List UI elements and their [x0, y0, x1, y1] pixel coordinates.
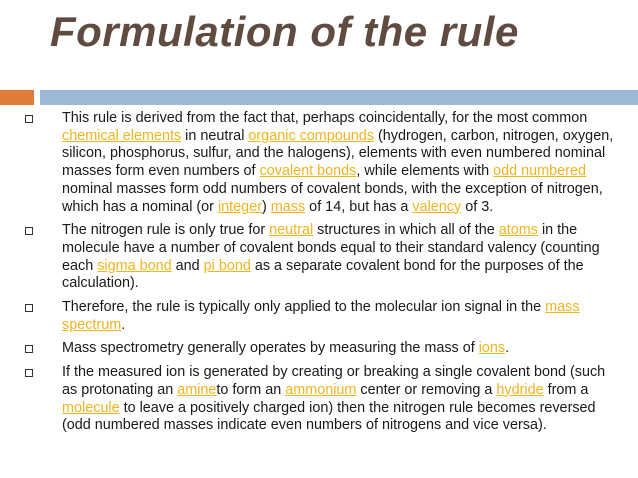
bullet-text: in neutral — [181, 127, 249, 144]
slide-title: Formulation of the rule — [50, 8, 519, 55]
link-molecule[interactable]: molecule — [62, 399, 120, 416]
link-organic-compounds[interactable]: organic compounds — [248, 127, 374, 144]
bullet-text: and — [171, 257, 204, 274]
bullet-text: to leave a positively charged ion) then the nitrogen rule becomes reversed (odd numbered masses indicate even numbers of nitrogens and vice versa). — [62, 399, 596, 434]
bullet-text: Mass spectrometry generally operates by measuring the mass of — [62, 340, 479, 357]
bullet-text: to form an — [216, 381, 286, 398]
bullet-text: as a separate covalent bond for the purposes of the calculation). — [62, 257, 584, 292]
bullet-list — [24, 110, 614, 441]
link-amine[interactable]: amine — [177, 381, 217, 398]
bullet-text: of 14, but has a — [305, 198, 413, 215]
bullet-text: (hydrogen, carbon, nitrogen, oxygen, silicon, phosphorus, sulfur, and the halogens), elements with even numbered nominal masses form even numbers of — [62, 127, 614, 180]
link-integer[interactable]: integer — [217, 198, 262, 215]
bullet-item-2 — [24, 222, 614, 293]
bullet-text: This rule is derived from the fact that, perhaps coincidentally, for the most common — [62, 110, 588, 126]
bullet-text: ) — [262, 198, 271, 215]
square-bullet-icon — [25, 369, 33, 377]
link-valency[interactable]: valency — [412, 198, 462, 215]
link-sigma-bond[interactable]: sigma bond — [97, 257, 172, 274]
bullet-text: If the measured ion is generated by creating or breaking a single covalent bond (such as protonating an — [62, 364, 606, 398]
bullet-text: The nitrogen rule is only true for — [62, 222, 270, 239]
accent-bar-orange — [0, 90, 34, 105]
link-hydride[interactable]: hydride — [496, 381, 544, 398]
link-atoms[interactable]: atoms — [498, 222, 538, 239]
bullet-text: structures in which all of the — [313, 222, 499, 239]
link-chemical-elements[interactable]: chemical elements — [62, 127, 182, 144]
bullet-text: Therefore, the rule is typically only applied to the molecular ion signal in the — [62, 299, 546, 316]
bullet-text: center or removing a — [356, 381, 497, 398]
bullet-text: . — [121, 316, 126, 333]
bullet-text: , while elements with — [356, 163, 494, 180]
link-mass-spectrum[interactable]: mass spectrum — [62, 299, 580, 333]
bullet-text: from a — [543, 381, 589, 398]
link-mass[interactable]: mass — [270, 198, 306, 215]
bullet-item-1 — [24, 110, 614, 216]
bullet-item-4 — [24, 340, 614, 358]
bullet-item-3 — [24, 299, 614, 334]
bullet-item-5 — [24, 364, 614, 435]
bullet-text: nominal masses form odd numbers of covalent bonds, with the exception of nitrogen, which has a nominal (or — [62, 180, 603, 215]
square-bullet-icon — [25, 304, 33, 312]
bullet-text: . — [505, 340, 510, 357]
link-ions[interactable]: ions — [478, 340, 506, 357]
square-bullet-icon — [25, 345, 33, 353]
link-covalent-bonds[interactable]: covalent bonds — [259, 163, 357, 180]
link-pi-bond[interactable]: pi bond — [203, 257, 251, 274]
bullet-text: of 3. — [461, 198, 494, 215]
bullet-text: in the molecule have a number of covalent bonds equal to their standard valency (counting each — [62, 222, 600, 274]
accent-bar-blue — [40, 90, 638, 105]
link-ammonium[interactable]: ammonium — [285, 381, 357, 398]
link-neutral[interactable]: neutral — [269, 222, 314, 239]
link-odd-numbered[interactable]: odd numbered — [493, 163, 586, 180]
square-bullet-icon — [25, 227, 33, 235]
square-bullet-icon — [25, 115, 33, 123]
